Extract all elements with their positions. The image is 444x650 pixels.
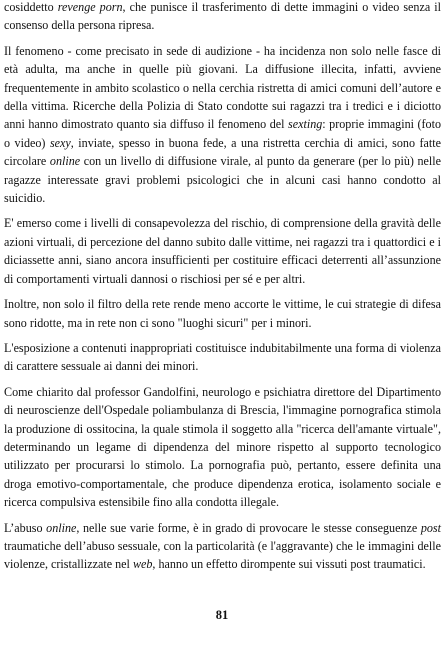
italic-text: sexting <box>288 117 323 132</box>
text-run: , che punisce il trasferimento di dette immagini o video senza il consenso della persona ripresa. <box>4 0 441 33</box>
italic-text: post <box>420 520 441 535</box>
text-run: L’abuso <box>4 520 47 535</box>
page-number: 81 <box>215 608 229 622</box>
italic-text: online <box>49 154 81 169</box>
italic-text: sexy <box>49 135 71 150</box>
italic-text: online <box>46 520 77 535</box>
text-run: , inviate, spesso in buona fede, a una ristretta cerchia di amici, sono fatte circolare <box>4 135 441 169</box>
italic-text: revenge porn <box>57 0 123 14</box>
text-run: L'esposizione a contenuti inappropriati costituisce indubitabilmente una forma di violenza di carattere sessuale ai danni dei minori. <box>4 340 441 374</box>
italic-text: web <box>132 557 153 572</box>
paragraph <box>4 383 441 512</box>
paragraph <box>4 519 441 574</box>
paragraph <box>4 295 441 332</box>
text-run: traumatiche dell’abuso sessuale, con la particolarità (e l'aggravante) che le immagini delle violenze, cristallizzate nel <box>4 538 441 572</box>
text-run: : proprie immagini (foto o video) <box>4 117 442 150</box>
paragraph <box>4 339 441 376</box>
document-page <box>4 0 441 650</box>
text-run: , hanno un effetto dirompente sui vissuti post traumatici. <box>152 557 426 572</box>
text-run: E' emerso come i livelli di consapevolezza del rischio, di comprensione della gravità delle azioni virtuali, di percezione del danno subito dalle vittime, nei ragazzi tra i quattordici e i diciassette anni, siano ancora insufficienti per costituire efficaci deterrenti all’assunzione di comportamenti virtuali dannosi o rischiosi per sé e per altri. <box>4 216 441 286</box>
document-body <box>4 0 441 574</box>
paragraph <box>4 0 441 35</box>
text-run: con un livello di diffusione virale, al punto da generare (per lo più) nelle ragazze interessate gravi problemi psicologici che in alcuni casi hanno condotto al suicidio. <box>4 154 441 206</box>
paragraph <box>4 214 441 288</box>
text-run: Il fenomeno - come precisato in sede di audizione - ha incidenza non solo nelle fasce di età adulta, ma anche in quelle più giovani. La diffusione illecita, infatti, avviene frequentemente in ambito scolastico o nella cerchia ristretta di amici comuni dell’autore e della vittima. Ricerche della Polizia di Stato condotte sui ragazzi tra i tredici e i diciotto anni hanno dimostrato quanto sia diffuso il fenomeno del <box>4 43 441 132</box>
paragraph <box>4 42 441 208</box>
text-run: Inoltre, non solo il filtro della rete rende meno accorte le vittime, le cui strategie di difesa sono ridotte, ma in rete non ci sono "luoghi sicuri" per i minori. <box>4 297 441 330</box>
text-run: Come chiarito dal professor Gandolfini, neurologo e psichiatra direttore del Dipartimento di neuroscienze dell'Ospedale poliambulanza di Brescia, l'immagine pornografica stimola la produzione di ossitocina, la quale stimola il soggetto alla "ricerca dell'amante virtuale", determinando un legame di dipendenza del minore rispetto al supporto tecnologico utilizzato per procurarsi lo stimolo. La pornografia può, pertanto, essere definita una droga emotivo-comportamentale, che produce dipendenza erotica, isolamento sociale e ricerca compulsiva estensibile fino alla condotta illegale. <box>4 384 441 510</box>
text-run: , nelle sue varie forme, è in grado di provocare le stesse conseguenze <box>76 520 421 535</box>
text-run: cosiddetto <box>4 0 58 14</box>
